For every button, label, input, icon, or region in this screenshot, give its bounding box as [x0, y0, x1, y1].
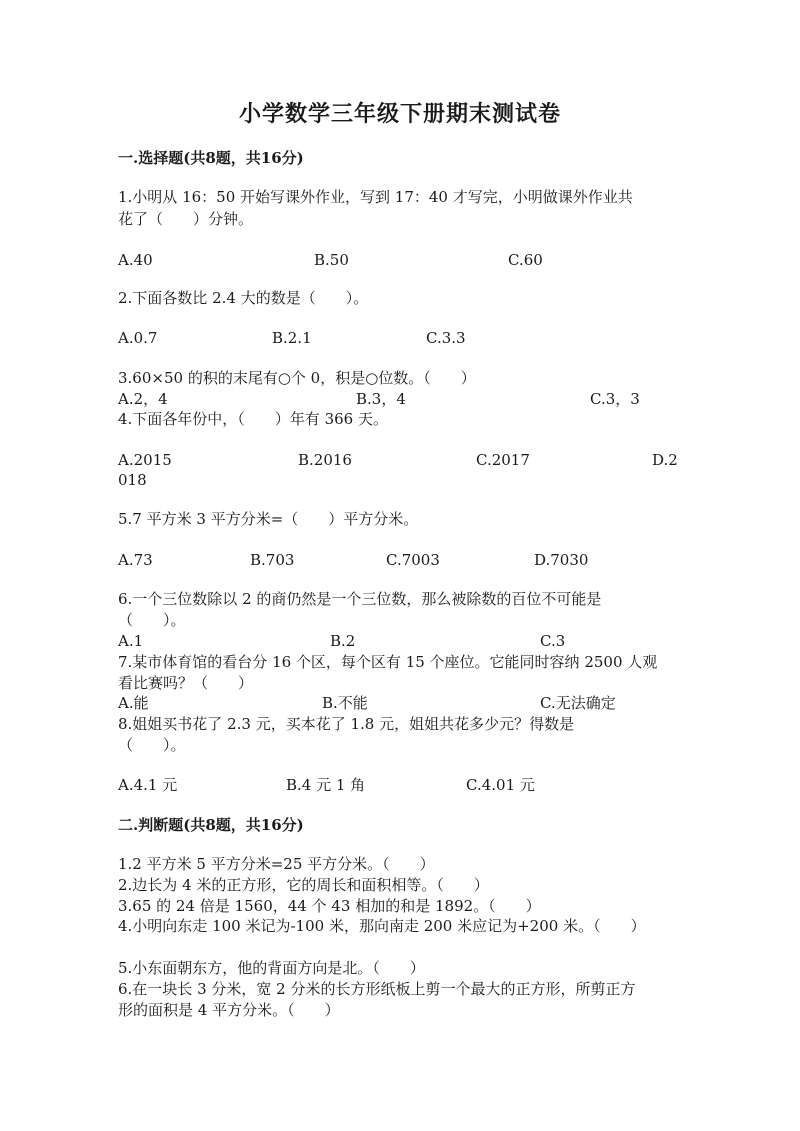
question-6-line-2: （ ）。 [118, 611, 186, 629]
question-6-option-b: B.2 [330, 632, 356, 650]
judgement-item-3: 3.65 的 24 倍是 1560，44 个 43 相加的和是 1892。（ ） [118, 897, 541, 915]
question-1-option-a: A.40 [118, 251, 153, 269]
question-1-line-2: 花了（ ）分钟。 [118, 210, 254, 228]
question-7-line-1: 7.某市体育馆的看台分 16 个区，每个区有 15 个座位。它能同时容纳 2500 人观 [118, 653, 658, 671]
question-8-line-2: （ ）。 [118, 736, 186, 754]
question-7-option-a: A.能 [118, 694, 149, 712]
question-7-option-c: C.无法确定 [540, 694, 616, 712]
question-4-option-a: A.2015 [118, 451, 172, 469]
question-4-line-1: 4.下面各年份中，（ ）年有 366 天。 [118, 410, 388, 428]
judgement-item-5: 5.小东面朝东方，他的背面方向是北。（ ） [118, 959, 425, 977]
question-3-option-b: B.3，4 [356, 390, 406, 408]
question-8-option-c: C.4.01 元 [466, 776, 535, 794]
question-4-option-d: D.2 [652, 451, 678, 469]
question-5-option-d: D.7030 [534, 551, 589, 569]
question-7-option-b: B.不能 [322, 694, 368, 712]
judgement-item-6-line-2: 形的面积是 4 平方分米。（ ） [118, 1001, 340, 1019]
section-heading-choice: 一.选择题(共8题，共16分) [118, 149, 304, 167]
judgement-item-1: 1.2 平方米 5 平方分米=25 平方分米。（ ） [118, 855, 435, 873]
question-5-option-b: B.703 [250, 551, 295, 569]
question-1-line-1: 1.小明从 16：50 开始写课外作业，写到 17：40 才写完，小明做课外作业共 [118, 188, 633, 206]
question-2-option-b: B.2.1 [272, 329, 312, 347]
section-heading-judgement: 二.判断题(共8题，共16分) [118, 816, 304, 834]
question-1-option-b: B.50 [314, 251, 349, 269]
question-4-option-c: C.2017 [476, 451, 530, 469]
question-1-option-c: C.60 [508, 251, 543, 269]
question-4-option-d-wrap: 018 [118, 471, 147, 489]
question-3-option-c: C.3，3 [590, 390, 640, 408]
question-5-option-a: A.73 [118, 551, 153, 569]
judgement-item-2: 2.边长为 4 米的正方形，它的周长和面积相等。（ ） [118, 876, 489, 894]
question-2-option-a: A.0.7 [118, 329, 158, 347]
judgement-item-6-line-1: 6.在一块长 3 分米，宽 2 分米的长方形纸板上剪一个最大的正方形，所剪正方 [118, 980, 636, 998]
question-4-option-b: B.2016 [298, 451, 352, 469]
question-8-option-a: A.4.1 元 [118, 776, 178, 794]
question-2-line-1: 2.下面各数比 2.4 大的数是（ ）。 [118, 289, 369, 307]
question-2-option-c: C.3.3 [426, 329, 466, 347]
question-7-line-2: 看比赛吗？（ ） [118, 674, 254, 692]
question-5-line-1: 5.7 平方米 3 平方分米=（ ）平方分米。 [118, 510, 419, 528]
question-3-option-a: A.2，4 [118, 390, 168, 408]
question-6-option-c: C.3 [540, 632, 566, 650]
question-8-option-b: B.4 元 1 角 [286, 776, 366, 794]
question-8-line-1: 8.姐姐买书花了 2.3 元，买本花了 1.8 元，姐姐共花多少元？得数是 [118, 715, 575, 733]
question-3-line-1: 3.60×50 的积的末尾有○个 0，积是○位数。（ ） [118, 369, 476, 387]
question-6-option-a: A.1 [118, 632, 144, 650]
page-title: 小学数学三年级下册期末测试卷 [238, 101, 561, 127]
judgement-item-4: 4.小明向东走 100 米记为-100 米，那向南走 200 米应记为+200 米。（ ） [118, 917, 646, 935]
question-5-option-c: C.7003 [386, 551, 440, 569]
question-6-line-1: 6.一个三位数除以 2 的商仍然是一个三位数，那么被除数的百位不可能是 [118, 590, 602, 608]
